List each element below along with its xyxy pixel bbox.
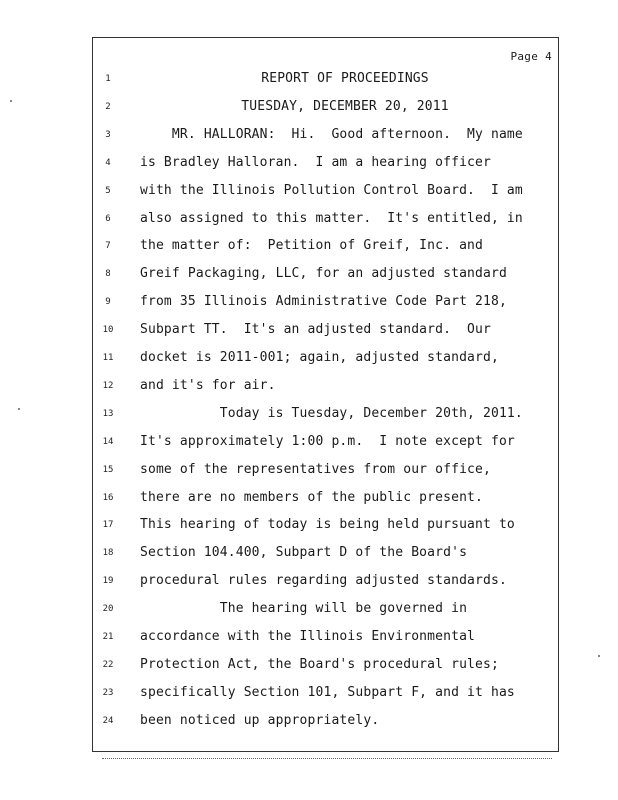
transcript-line: also assigned to this matter. It's entitled, in bbox=[140, 211, 523, 226]
transcript-line: Today is Tuesday, December 20th, 2011. bbox=[140, 406, 523, 421]
line-number: 8 bbox=[105, 269, 111, 279]
line-number: 2 bbox=[105, 102, 111, 112]
line-number: 14 bbox=[102, 437, 114, 447]
line-number: 3 bbox=[105, 130, 111, 140]
scan-speck bbox=[598, 655, 600, 657]
line-number: 6 bbox=[105, 214, 111, 224]
transcript-date: TUESDAY, DECEMBER 20, 2011 bbox=[241, 99, 449, 114]
line-number: 11 bbox=[102, 353, 114, 363]
transcript-line: Protection Act, the Board's procedural rules; bbox=[140, 657, 499, 672]
transcript-line: procedural rules regarding adjusted standards. bbox=[140, 573, 507, 588]
transcript-heading: REPORT OF PROCEEDINGS bbox=[261, 71, 429, 86]
transcript-line: Greif Packaging, LLC, for an adjusted standard bbox=[140, 266, 507, 281]
transcript-line: from 35 Illinois Administrative Code Part 218, bbox=[140, 294, 507, 309]
line-number: 19 bbox=[102, 576, 114, 586]
page-border bbox=[92, 37, 559, 752]
transcript-line: MR. HALLORAN: Hi. Good afternoon. My name bbox=[140, 127, 523, 142]
transcript-line: This hearing of today is being held pursuant to bbox=[140, 517, 515, 532]
transcript-line: and it's for air. bbox=[140, 378, 276, 393]
line-number: 18 bbox=[102, 548, 114, 558]
transcript-line: with the Illinois Pollution Control Board. I am bbox=[140, 183, 523, 198]
line-number: 12 bbox=[102, 381, 114, 391]
line-number: 22 bbox=[102, 660, 114, 670]
line-number: 23 bbox=[102, 688, 114, 698]
line-number: 4 bbox=[105, 158, 111, 168]
line-number: 7 bbox=[105, 241, 111, 251]
transcript-line: there are no members of the public present. bbox=[140, 490, 483, 505]
scan-speck bbox=[10, 100, 12, 102]
transcript-line: specifically Section 101, Subpart F, and it has bbox=[140, 685, 515, 700]
transcript-line: The hearing will be governed in bbox=[140, 601, 468, 616]
transcript-line: is Bradley Halloran. I am a hearing officer bbox=[140, 155, 491, 170]
transcript-line: docket is 2011-001; again, adjusted standard, bbox=[140, 350, 499, 365]
scan-speck bbox=[18, 408, 20, 410]
line-number: 24 bbox=[102, 716, 114, 726]
transcript-line: Subpart TT. It's an adjusted standard. Our bbox=[140, 322, 491, 337]
transcript-line: the matter of: Petition of Greif, Inc. and bbox=[140, 238, 483, 253]
line-number: 20 bbox=[102, 604, 114, 614]
line-number: 5 bbox=[105, 186, 111, 196]
line-number: 16 bbox=[102, 493, 114, 503]
line-number: 9 bbox=[105, 297, 111, 307]
transcript-line: It's approximately 1:00 p.m. I note except for bbox=[140, 434, 515, 449]
line-number: 21 bbox=[102, 632, 114, 642]
transcript-line: Section 104.400, Subpart D of the Board's bbox=[140, 545, 468, 560]
transcript-line: accordance with the Illinois Environmental bbox=[140, 629, 476, 644]
line-number: 13 bbox=[102, 409, 114, 419]
line-number: 15 bbox=[102, 465, 114, 475]
transcript-line: been noticed up appropriately. bbox=[140, 713, 380, 728]
line-number: 1 bbox=[105, 74, 111, 84]
line-number: 17 bbox=[102, 520, 114, 530]
bottom-rule bbox=[102, 758, 552, 759]
transcript-line: some of the representatives from our office, bbox=[140, 462, 491, 477]
page-number: Page 4 bbox=[510, 50, 552, 63]
line-number: 10 bbox=[102, 325, 114, 335]
